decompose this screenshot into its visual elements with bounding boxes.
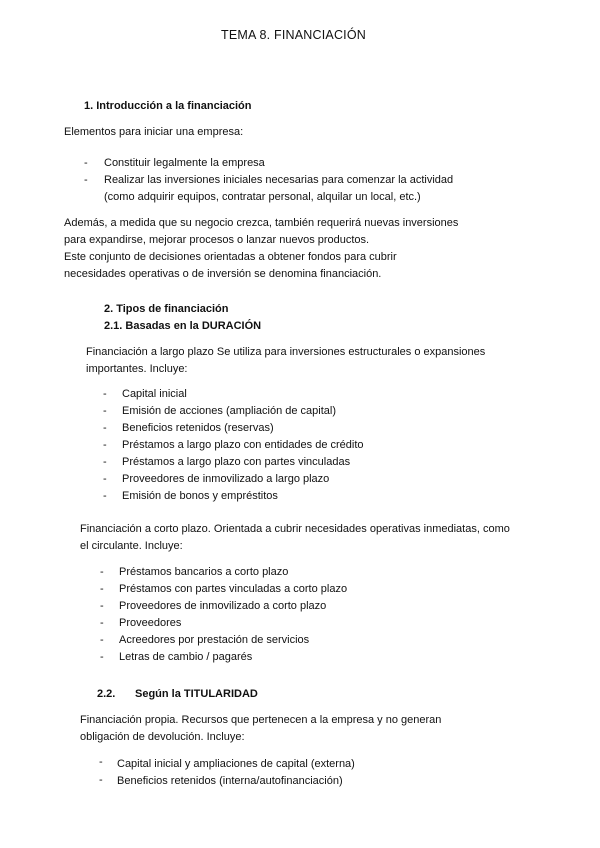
bullet-dash: - xyxy=(100,600,104,612)
bullet-dash: - xyxy=(100,566,104,578)
paragraph-line: Además, a medida que su negocio crezca, también requerirá nuevas inversiones xyxy=(64,217,459,229)
bullet-dash: - xyxy=(100,651,104,663)
list-item: Capital inicial xyxy=(122,388,187,400)
list-item: Emisión de acciones (ampliación de capital) xyxy=(122,405,336,417)
paragraph-line: Financiación a largo plazo Se utiliza para inversiones estructurales o expansiones xyxy=(86,346,486,358)
list-item: Capital inicial y ampliaciones de capital (externa) xyxy=(117,758,355,770)
bullet-dash: - xyxy=(103,473,107,485)
list-item: Préstamos bancarios a corto plazo xyxy=(119,566,289,578)
list-item: Emisión de bonos y empréstitos xyxy=(122,490,278,502)
document-title: TEMA 8. FINANCIACIÓN xyxy=(221,28,366,42)
paragraph-line: importantes. Incluye: xyxy=(86,363,188,375)
list-item: Proveedores de inmovilizado a largo plazo xyxy=(122,473,330,485)
bullet-dash: - xyxy=(103,439,107,451)
section-1-bullet-continuation: (como adquirir equipos, contratar personal, alquilar un local, etc.) xyxy=(104,191,421,203)
section-1-bullet: Realizar las inversiones iniciales necesarias para comenzar la actividad xyxy=(104,174,454,186)
bullet-dash: - xyxy=(103,490,107,502)
section-1-bullet: Constituir legalmente la empresa xyxy=(104,157,265,169)
bullet-dash: - xyxy=(103,388,107,400)
bullet-dash: - xyxy=(84,174,88,186)
subsection-2-2-number: 2.2. xyxy=(97,688,116,700)
bullet-dash: - xyxy=(103,422,107,434)
bullet-dash: - xyxy=(100,634,104,646)
list-item: Beneficios retenidos (interna/autofinanciación) xyxy=(117,775,343,787)
bullet-dash: - xyxy=(100,583,104,595)
paragraph-line: Este conjunto de decisiones orientadas a obtener fondos para cubrir xyxy=(64,251,397,263)
paragraph-line: para expandirse, mejorar procesos o lanzar nuevos productos. xyxy=(64,234,370,246)
bullet-dash: - xyxy=(103,456,107,468)
paragraph-line: obligación de devolución. Incluye: xyxy=(80,731,245,743)
bullet-dash: - xyxy=(84,157,88,169)
list-item: Beneficios retenidos (reservas) xyxy=(122,422,274,434)
bullet-dash: - xyxy=(99,756,103,768)
paragraph-line: Financiación propia. Recursos que pertenecen a la empresa y no generan xyxy=(80,714,442,726)
list-item: Proveedores xyxy=(119,617,182,629)
list-item: Préstamos con partes vinculadas a corto plazo xyxy=(119,583,348,595)
paragraph-line: necesidades operativas o de inversión se denomina financiación. xyxy=(64,268,382,280)
list-item: Letras de cambio / pagarés xyxy=(119,651,253,663)
subsection-2-2-heading: Según la TITULARIDAD xyxy=(135,688,258,700)
paragraph-line: el circulante. Incluye: xyxy=(80,540,183,552)
list-item: Préstamos a largo plazo con partes vinculadas xyxy=(122,456,351,468)
paragraph-line: Financiación a corto plazo. Orientada a cubrir necesidades operativas inmediatas, como xyxy=(80,523,510,535)
section-1-heading: 1. Introducción a la financiación xyxy=(84,100,252,112)
section-1-intro: Elementos para iniciar una empresa: xyxy=(64,126,244,138)
bullet-dash: - xyxy=(100,617,104,629)
section-2-heading: 2. Tipos de financiación xyxy=(104,303,229,315)
list-item: Préstamos a largo plazo con entidades de crédito xyxy=(122,439,364,451)
list-item: Proveedores de inmovilizado a corto plazo xyxy=(119,600,327,612)
list-item: Acreedores por prestación de servicios xyxy=(119,634,310,646)
subsection-2-1-heading: 2.1. Basadas en la DURACIÓN xyxy=(104,320,262,332)
bullet-dash: - xyxy=(99,774,103,786)
bullet-dash: - xyxy=(103,405,107,417)
